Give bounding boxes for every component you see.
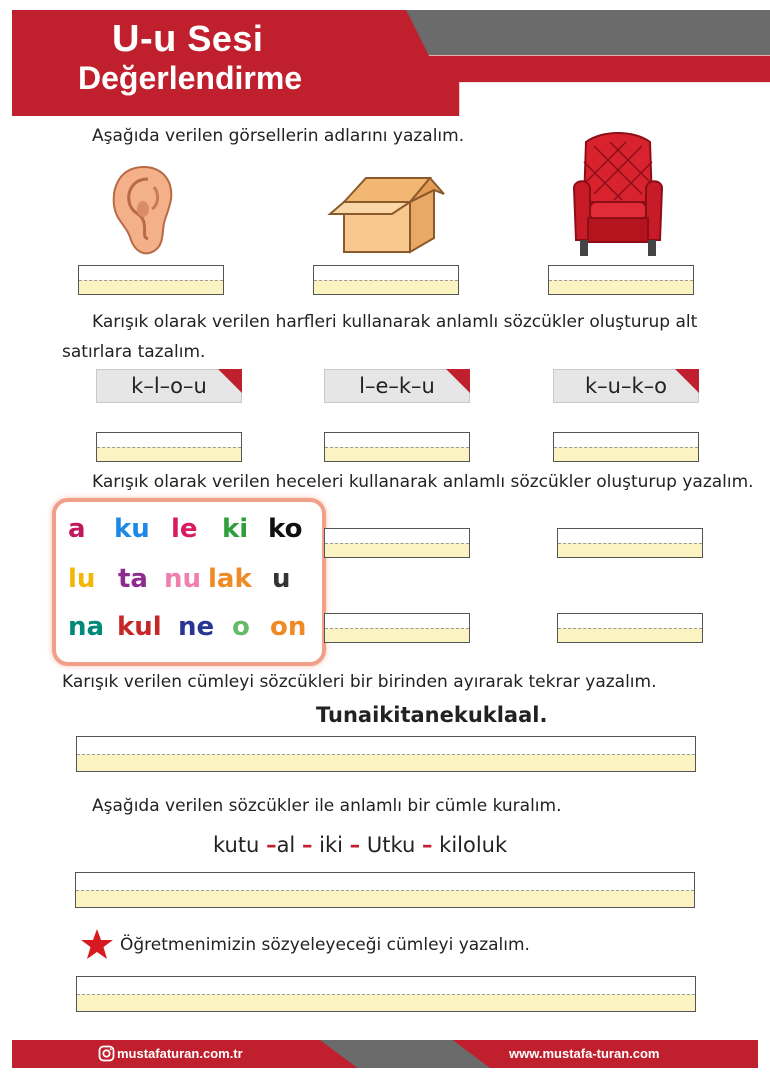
word: iki [319, 833, 343, 857]
instruction-letters-line1: Karışık olarak verilen harfleri kullanarak anlamlı sözcükler oluşturup alt [92, 312, 698, 332]
letter-chip-3: k–u–k–o [553, 369, 699, 403]
page-title-line2: Değerlendirme [78, 60, 303, 96]
syllable: ku [114, 514, 150, 544]
syllable: a [68, 514, 86, 544]
instruction-split-sentence: Karışık verilen cümleyi sözcükleri bir birinden ayırarak tekrar yazalım. [62, 672, 657, 692]
syllable: ko [268, 514, 303, 544]
word: kutu [213, 833, 260, 857]
syllable: u [272, 564, 291, 594]
word-separator: – [266, 833, 277, 857]
word-separator: – [349, 833, 361, 857]
word: al [276, 833, 296, 857]
answer-box-box[interactable] [313, 265, 459, 295]
answer-box-letters-3[interactable] [553, 432, 699, 462]
word-list [213, 833, 507, 857]
word-separator: – [421, 833, 433, 857]
instagram-icon [98, 1045, 115, 1062]
answer-line-build[interactable] [75, 872, 695, 908]
footer-website[interactable]: www.mustafa-turan.com [509, 1046, 660, 1061]
answer-line-dictation[interactable] [76, 976, 696, 1012]
syllable: kul [117, 612, 162, 642]
answer-box-syllables-2[interactable] [557, 528, 703, 558]
instruction-syllables: Karışık olarak verilen heceleri kullanarak anlamlı sözcükler oluşturup yazalım. [92, 472, 754, 492]
syllable: o [232, 612, 250, 642]
word: Utku [366, 833, 416, 857]
footer-instagram-handle[interactable]: mustafaturan.com.tr [117, 1046, 243, 1061]
box-picture [326, 172, 446, 254]
instruction-images: Aşağıda verilen görsellerin adlarını yazalım. [92, 126, 465, 146]
syllable: nu [164, 564, 202, 594]
answer-box-letters-1[interactable] [96, 432, 242, 462]
answer-box-syllables-4[interactable] [557, 613, 703, 643]
star-icon [80, 928, 114, 960]
armchair-picture [572, 132, 664, 262]
syllable: ta [118, 564, 148, 594]
answer-box-ear[interactable] [78, 265, 224, 295]
answer-box-syllables-3[interactable] [324, 613, 470, 643]
chip-corner-triangle [446, 369, 470, 393]
letter-chip-1: k–l–o–u [96, 369, 242, 403]
instruction-letters-line2: satırlara tazalım. [62, 342, 206, 362]
ear-picture [108, 165, 174, 257]
answer-box-syllables-1[interactable] [324, 528, 470, 558]
answer-box-armchair[interactable] [548, 265, 694, 295]
page-title-line1: U-u Sesi [112, 18, 264, 60]
instruction-build-sentence: Aşağıda verilen sözcükler ile anlamlı bir cümle kuralım. [92, 796, 562, 816]
syllable: ne [178, 612, 215, 642]
chip-corner-triangle [675, 369, 699, 393]
chip-corner-triangle [218, 369, 242, 393]
answer-line-sentence[interactable] [76, 736, 696, 772]
answer-box-letters-2[interactable] [324, 432, 470, 462]
word: kiloluk [439, 833, 508, 857]
letter-chip-2: l–e–k–u [324, 369, 470, 403]
syllable: ki [222, 514, 249, 544]
syllable: lu [68, 564, 96, 594]
word-separator: – [301, 833, 313, 857]
mixed-sentence: Tunaikitanekuklaal. [316, 703, 548, 727]
syllable: lak [208, 564, 252, 594]
syllable: on [270, 612, 307, 642]
syllable: na [68, 612, 105, 642]
syllable: le [171, 514, 198, 544]
instruction-dictation: Öğretmenimizin sözyeleyeceği cümleyi yazalım. [120, 935, 530, 955]
